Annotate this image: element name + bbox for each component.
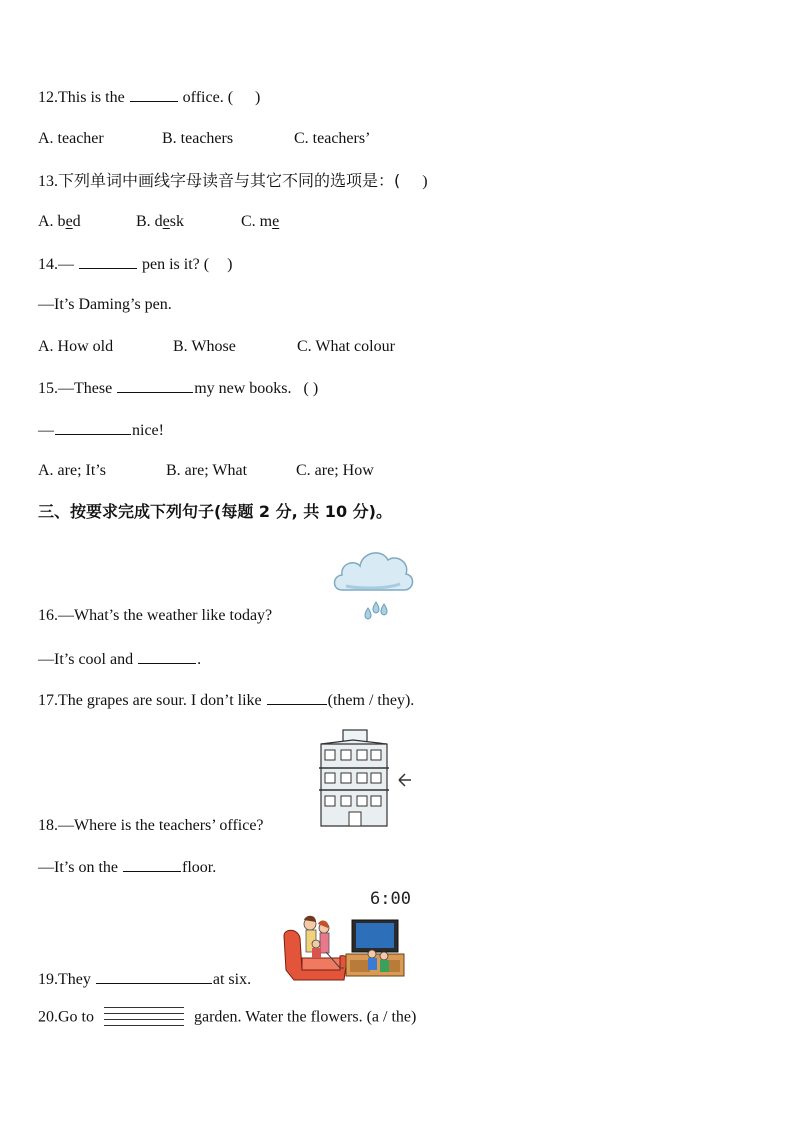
building-with-arrow-icon (315, 728, 415, 828)
q17-blank[interactable] (267, 690, 327, 705)
q14-options (38, 337, 395, 357)
q13-options (38, 212, 279, 232)
q14-reply: —It’s Daming’s pen. (38, 296, 172, 313)
q15-option-c[interactable]: C. are; How (296, 462, 374, 479)
q16-blank[interactable] (138, 649, 196, 664)
q13-option-c[interactable]: C. me (241, 213, 280, 230)
rain-cloud-icon (330, 542, 416, 624)
q15-reply: — nice! (38, 422, 164, 439)
q12-option-c[interactable]: C. teachers’ (294, 130, 371, 147)
q12-stem: 12.This is the office. ( ) (38, 89, 261, 106)
q20-writing-lines[interactable] (104, 1007, 184, 1029)
q16-reply: —It’s cool and . (38, 651, 202, 668)
q15-blank-2[interactable] (55, 420, 131, 435)
q12-option-a[interactable]: A. teacher (38, 130, 104, 147)
q12-options (38, 129, 370, 149)
q15-option-a[interactable]: A. are; It’s (38, 462, 106, 479)
q14-option-c[interactable]: C. What colour (297, 338, 395, 355)
q15-blank-1[interactable] (117, 378, 193, 393)
q13-stem: 13.下列单词中画线字母读音与其它不同的选项是：( ) (38, 171, 428, 190)
q16-stem: 16.—What’s the weather like today? (38, 607, 273, 624)
q14-option-a[interactable]: A. How old (38, 338, 114, 355)
q20-stem: 20.Go to garden. Water the flowers. (a / the) (38, 1007, 416, 1029)
q18-blank[interactable] (123, 857, 181, 872)
q14-stem: 14.— pen is it? ( ) (38, 256, 233, 273)
q15-options (38, 461, 374, 481)
q12-blank[interactable] (130, 87, 178, 102)
q19-stem: 19.They at six. (38, 971, 252, 988)
section-3-heading: 三、按要求完成下列句子(每题 2 分, 共 10 分)。 (38, 502, 392, 521)
q19-blank[interactable] (96, 969, 212, 984)
q15-option-b[interactable]: B. are; What (166, 462, 248, 479)
clock-time-label: 6:00 (370, 889, 411, 909)
q15-stem: 15.—These my new books. ( ) (38, 380, 319, 397)
q13-option-a[interactable]: A. bed (38, 213, 81, 230)
q18-stem: 18.—Where is the teachers’ office? (38, 817, 264, 834)
q14-blank[interactable] (79, 254, 137, 269)
family-watching-tv-icon (280, 910, 410, 982)
q17-stem: 17.The grapes are sour. I don’t like (them / they). (38, 692, 415, 709)
q12-option-b[interactable]: B. teachers (162, 130, 234, 147)
q18-reply: —It’s on the floor. (38, 859, 217, 876)
q14-option-b[interactable]: B. Whose (173, 338, 236, 355)
q13-option-b[interactable]: B. desk (136, 213, 185, 230)
